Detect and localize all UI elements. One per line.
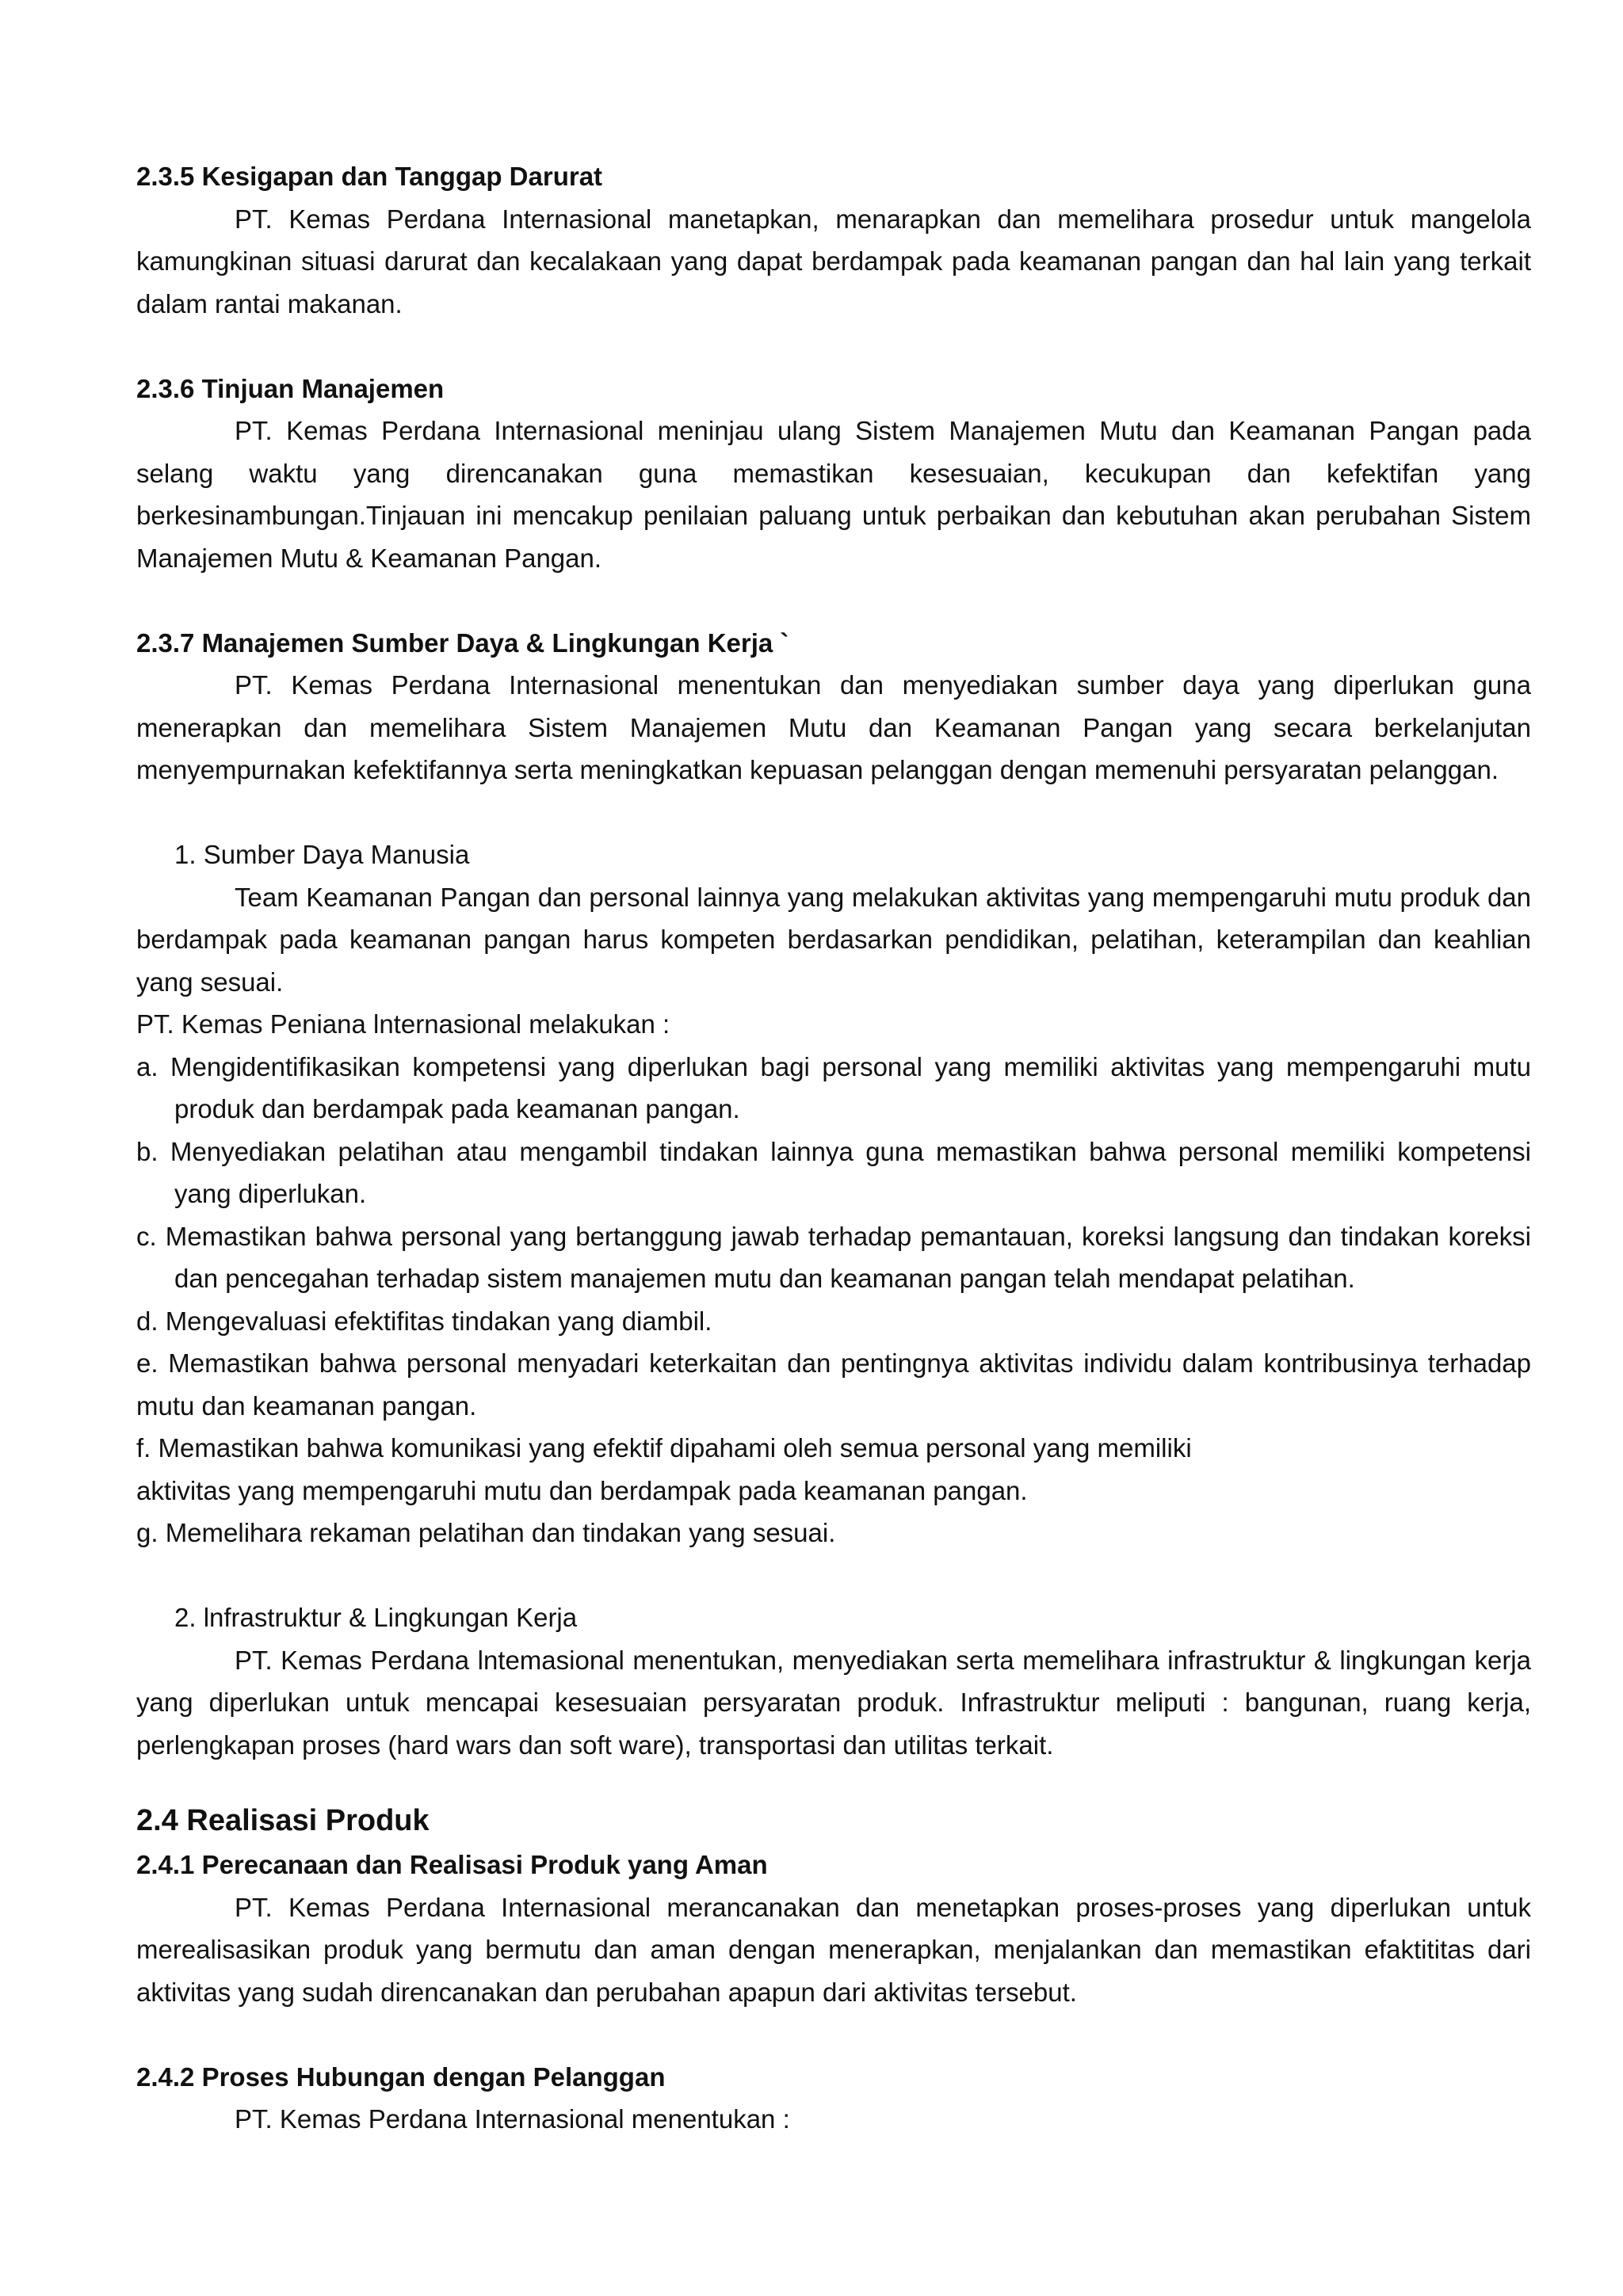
subsection-body-infrastruktur: PT. Kemas Perdana lntemasional menentukan, menyediakan serta memelihara infrastruktur & lingkungan kerja yang diperlukan untuk mencapai kesesuaian persyaratan produk. Infrastruktur meliputi : bangunan, ruang kerja, perlengkapan proses (hard wars dan soft ware), transportasi dan utilitas terkait. — [136, 1645, 1531, 1760]
list-item-f-line2: aktivitas yang mempengaruhi mutu dan berdampak pada keamanan pangan. — [136, 1475, 1028, 1505]
section-body-2-3-5: PT. Kemas Perdana Internasional manetapkan, menarapkan dan memelihara prosedur untuk mangelola kamungkinan situasi darurat dan kecalakaan yang dapat berdampak pada keamanan pangan dan hal lain yang terkait dalam rantai makanan. — [136, 204, 1531, 318]
section-heading-2-4-2: 2.4.2 Proses Hubungan dengan Pelanggan — [136, 2061, 666, 2092]
spacer — [136, 791, 1531, 834]
list-item-d: d. Mengevaluasi efektifitas tindakan yang diambil. — [136, 1306, 712, 1336]
list-item-b: b. Menyediakan pelatihan atau mengambil tindakan lainnya guna memastikan bahwa personal memiliki kompetensi yang diperlukan. — [136, 1136, 1531, 1208]
spacer — [136, 1766, 1531, 1798]
subsection-body-sdm: Team Keamanan Pangan dan personal lainnya yang melakukan aktivitas yang mempengaruhi mutu produk dan berdampak pada keamanan pangan harus kompeten berdasarkan pendidikan, pelatihan, keterampilan dan keahlian yang sesuai. — [136, 882, 1531, 997]
section-heading-2-3-6: 2.3.6 Tinjuan Manajemen — [136, 373, 445, 403]
spacer — [136, 325, 1531, 368]
spacer — [136, 1554, 1531, 1597]
list-item-g: g. Memelihara rekaman pelatihan dan tindakan yang sesuai. — [136, 1518, 836, 1547]
list-item-c: c. Memastikan bahwa personal yang bertanggung jawab terhadap pemantauan, koreksi langsung dan tindakan koreksi dan pencegahan terhadap sistem manajemen mutu dan keamanan pangan telah mendapat pelatihan. — [136, 1221, 1531, 1293]
section-body-2-3-7: PT. Kemas Perdana Internasional menentukan dan menyediakan sumber daya yang diperlukan guna menerapkan dan memelihara Sistem Manajemen Mutu dan Keamanan Pangan yang secara berkelanjutan menyempurnakan kefektifannya serta meningkatkan kepuasan pelanggan dengan memenuhi persyaratan pelanggan. — [136, 670, 1531, 784]
subsection-intro-sdm: PT. Kemas Peniana lnternasional melakukan : — [136, 1009, 670, 1039]
subsection-title-sdm: 1. Sumber Daya Manusia — [174, 840, 470, 869]
spacer — [136, 2013, 1531, 2056]
section-heading-2-4: 2.4 Realisasi Produk — [136, 1804, 430, 1837]
list-item-f-line1: f. Memastikan bahwa komunikasi yang efektif dipahami oleh semua personal yang memiliki — [136, 1433, 1192, 1463]
list-item-a: a. Mengidentifikasikan kompetensi yang diperlukan bagi personal yang memiliki aktivitas yang mempengaruhi mutu produk dan berdampak pada keamanan pangan. — [136, 1051, 1531, 1123]
section-heading-2-3-7: 2.3.7 Manajemen Sumber Daya & Lingkungan Kerja ` — [136, 627, 789, 658]
spacer — [136, 579, 1531, 622]
list-item-e: e. Memastikan bahwa personal menyadari keterkaitan dan pentingnya aktivitas individu dalam kontribusinya terhadap mutu dan keamanan pangan. — [136, 1348, 1531, 1421]
document-page — [136, 155, 1531, 2141]
section-body-2-4-1: PT. Kemas Perdana Internasional merancanakan dan menetapkan proses-proses yang diperlukan untuk merealisasikan produk yang bermutu dan aman dengan menerapkan, menjalankan dan memastikan efaktititas dari aktivitas yang sudah direncanakan dan perubahan apapun dari aktivitas tersebut. — [136, 1892, 1531, 2007]
section-heading-2-3-5: 2.3.5 Kesigapan dan Tanggap Darurat — [136, 162, 603, 191]
section-heading-2-4-1: 2.4.1 Perecanaan dan Realisasi Produk yang Aman — [136, 1850, 768, 1879]
subsection-title-infrastruktur: 2. lnfrastruktur & Lingkungan Kerja — [174, 1603, 578, 1632]
section-body-2-4-2: PT. Kemas Perdana Internasional menentukan : — [235, 2104, 790, 2134]
section-body-2-3-6: PT. Kemas Perdana Internasional meninjau ulang Sistem Manajemen Mutu dan Keamanan Pangan pada selang waktu yang direncanakan guna memastikan kesesuaian, kecukupan dan kefektifan yang berkesinambungan.Tinjauan ini mencakup penilaian paluang untuk perbaikan dan kebutuhan akan perubahan Sistem Manajemen Mutu & Keamanan Pangan. — [136, 416, 1531, 573]
